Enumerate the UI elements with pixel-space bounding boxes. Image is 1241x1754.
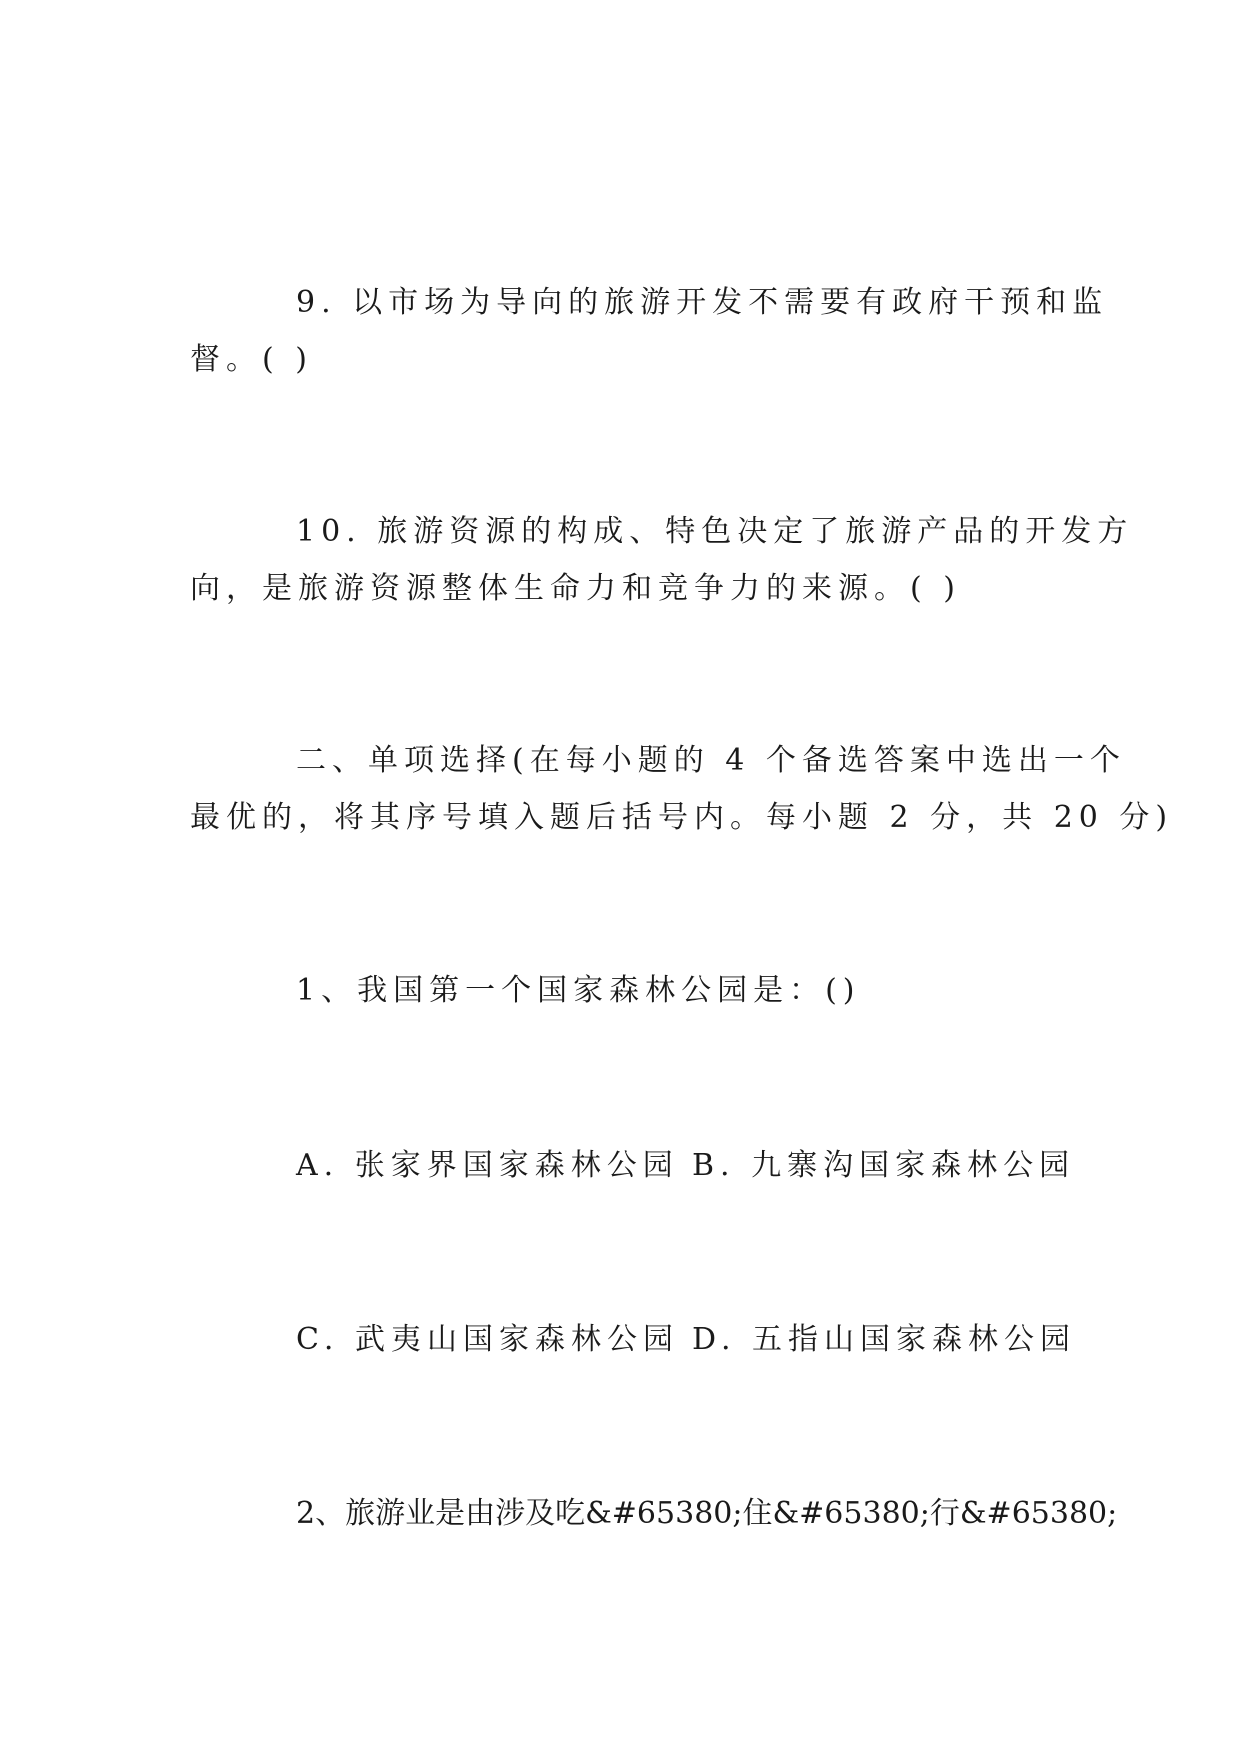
section-2-heading-line-1: 二、单项选择(在每小题的 4 个备选答案中选出一个 — [296, 743, 1126, 778]
question-10-text-line-2: 向，是旅游资源整体生命力和竞争力的来源。( ) — [190, 571, 961, 606]
question-9-text-line-1: 9. 以市场为导向的旅游开发不需要有政府干预和监 — [296, 285, 1109, 320]
question-1-option-d: D. 五指山国家森林公园 — [692, 1322, 1077, 1357]
section-2-heading-line-2: 最优的，将其序号填入题后括号内。每小题 2 分，共 20 分) — [190, 800, 1174, 835]
question-9-text-line-2: 督。( ) — [190, 342, 313, 377]
question-1-stem: 1、我国第一个国家森林公园是：() — [296, 973, 861, 1008]
question-2-stem: 2、旅游业是由涉及吃&#65380;住&#65380;行&#65380; — [296, 1496, 1118, 1531]
question-1-option-b: B. 九寨沟国家森林公园 — [692, 1148, 1076, 1183]
question-1-option-c: C. 武夷山国家森林公园 — [296, 1322, 679, 1357]
question-1-option-a: A. 张家界国家森林公园 — [296, 1148, 679, 1183]
question-10-text-line-1: 10. 旅游资源的构成、特色决定了旅游产品的开发方 — [296, 514, 1134, 549]
